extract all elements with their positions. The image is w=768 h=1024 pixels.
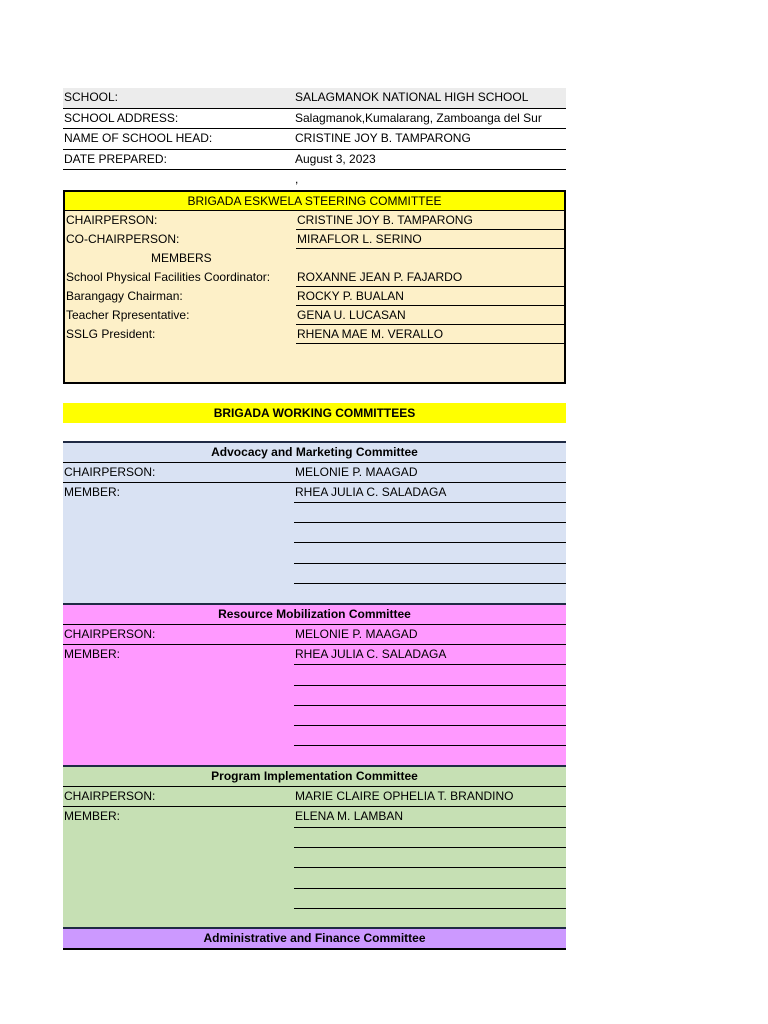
school-address-label: SCHOOL ADDRESS: — [64, 110, 179, 125]
member-role-label: SSLG President: — [66, 326, 156, 341]
program-committee — [63, 765, 566, 926]
date-prepared-row — [63, 150, 566, 171]
steering-member-row — [65, 325, 564, 344]
chair-label: CHAIRPERSON: — [64, 464, 156, 479]
member-role-label: Teacher Rpresentative: — [66, 307, 190, 322]
committee-member-row — [63, 807, 566, 827]
member-value: RHEA JULIA C. SALADAGA — [295, 484, 447, 499]
committee-title: Resource Mobilization Committee — [63, 605, 566, 625]
committee-chair-row — [63, 625, 566, 645]
steering-member-row — [65, 306, 564, 325]
school-head-label: NAME OF SCHOOL HEAD: — [64, 131, 213, 145]
school-head-value: CRISTINE JOY B. TAMPARONG — [295, 131, 471, 145]
committee-member-row — [63, 483, 566, 503]
member-value: ELENA M. LAMBAN — [295, 809, 404, 824]
committee-title: Advocacy and Marketing Committee — [63, 443, 566, 463]
steering-cochair-value: MIRAFLOR L. SERINO — [297, 231, 422, 246]
school-info — [63, 88, 566, 190]
member-value: RHEA JULIA C. SALADAGA — [295, 646, 447, 661]
member-name: ROXANNE JEAN P. FAJARDO — [297, 269, 463, 284]
steering-title: BRIGADA ESKWELA STEERING COMMITTEE — [65, 192, 564, 211]
blank-line — [63, 706, 566, 726]
blank-line — [63, 726, 566, 746]
blank-line — [63, 746, 566, 765]
committee-title: Administrative and Finance Committee — [203, 930, 426, 945]
working-committees-title: BRIGADA WORKING COMMITTEES — [63, 403, 566, 423]
blank-line — [63, 848, 566, 868]
blank-line — [63, 828, 566, 848]
committee-chair-row — [63, 787, 566, 807]
brigada-sheet — [63, 88, 566, 950]
committee-chair-row — [63, 463, 566, 483]
members-heading: MEMBERS — [151, 250, 212, 265]
blank-line — [63, 909, 566, 927]
school-value: SALAGMANOK NATIONAL HIGH SCHOOL — [295, 90, 529, 104]
steering-blank-space — [65, 344, 564, 382]
member-label: MEMBER: — [64, 809, 121, 824]
chair-value: MELONIE P. MAAGAD — [295, 626, 418, 641]
steering-chair-label: CHAIRPERSON: — [66, 212, 158, 227]
steering-chair-value: CRISTINE JOY B. TAMPARONG — [297, 212, 473, 227]
chair-label: CHAIRPERSON: — [64, 626, 156, 641]
member-label: MEMBER: — [64, 484, 121, 499]
blank-line — [63, 686, 566, 706]
blank-line — [63, 523, 566, 543]
date-prepared-value: August 3, 2023 — [295, 151, 376, 166]
member-name: ROCKY P. BUALAN — [297, 288, 404, 303]
steering-committee-box — [63, 190, 566, 384]
school-head-row — [63, 129, 566, 150]
school-address-value: Salagmanok,Kumalarang, Zamboanga del Sur — [295, 110, 542, 125]
blank-line — [63, 889, 566, 909]
school-label: SCHOOL: — [64, 90, 119, 104]
spacer — [63, 423, 566, 441]
member-name: GENA U. LUCASAN — [297, 307, 406, 322]
steering-member-row — [65, 287, 564, 306]
admin-committee — [63, 927, 566, 950]
school-address-row — [63, 109, 566, 130]
advocacy-committee — [63, 441, 566, 603]
member-label: MEMBER: — [64, 646, 121, 661]
blank-line — [63, 564, 566, 584]
member-role-label: Barangagy Chairman: — [66, 288, 183, 303]
blank-line — [63, 543, 566, 563]
steering-cochair-row — [65, 230, 564, 249]
blank-line — [63, 503, 566, 523]
blank-line — [63, 868, 566, 888]
date-prepared-label: DATE PREPARED: — [64, 151, 167, 166]
member-name: RHENA MAE M. VERALLO — [297, 326, 444, 341]
committee-title: Program Implementation Committee — [63, 767, 566, 787]
chair-value: MELONIE P. MAAGAD — [295, 464, 418, 479]
school-row — [63, 88, 566, 109]
stray-comma-row — [63, 170, 566, 190]
steering-member-row — [65, 268, 564, 287]
committee-member-row — [63, 645, 566, 665]
steering-cochair-label: CO-CHAIRPERSON: — [66, 231, 180, 246]
stray-comma: , — [295, 172, 299, 186]
blank-line — [63, 665, 566, 685]
chair-value: MARIE CLAIRE OPHELIA T. BRANDINO — [295, 789, 514, 804]
blank-line — [63, 584, 566, 603]
chair-label: CHAIRPERSON: — [64, 789, 156, 804]
resource-committee — [63, 603, 566, 765]
member-role-label: School Physical Facilities Coordinator: — [66, 269, 271, 284]
steering-chair-row — [65, 211, 564, 230]
